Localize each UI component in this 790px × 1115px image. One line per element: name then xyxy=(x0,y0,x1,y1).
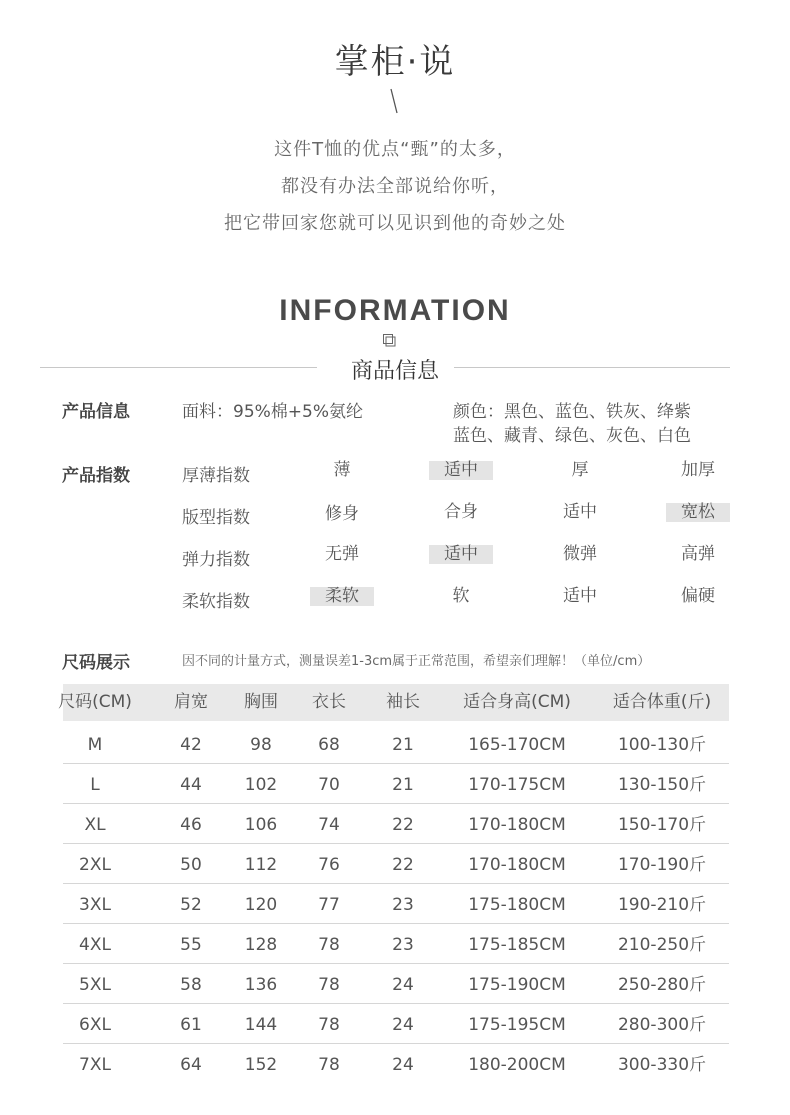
table-cell: 22 xyxy=(392,815,414,835)
table-cell: 165-170CM xyxy=(468,735,566,755)
table-row xyxy=(63,924,729,964)
index-name: 柔软指数 xyxy=(182,592,250,612)
index-name: 弹力指数 xyxy=(182,550,250,570)
table-cell: 52 xyxy=(180,895,202,915)
table-row xyxy=(63,884,729,924)
index-option: 偏硬 xyxy=(681,586,715,606)
index-option: 适中 xyxy=(563,502,597,522)
table-cell: 180-200CM xyxy=(468,1055,566,1075)
table-cell: 64 xyxy=(180,1055,202,1075)
table-cell: 61 xyxy=(180,1015,202,1035)
table-cell: 50 xyxy=(180,855,202,875)
intro-line-3: 把它带回家您就可以见识到他的奇妙之处 xyxy=(224,213,566,234)
table-cell: L xyxy=(90,775,100,795)
table-cell: 98 xyxy=(250,735,272,755)
table-cell: 128 xyxy=(244,935,278,955)
table-cell: 23 xyxy=(392,935,414,955)
table-cell: 21 xyxy=(392,735,414,755)
table-cell: 24 xyxy=(392,975,414,995)
table-cell: 44 xyxy=(180,775,202,795)
table-cell: 190-210斤 xyxy=(617,895,707,915)
index-option: 薄 xyxy=(333,460,351,480)
table-cell: 24 xyxy=(392,1055,414,1075)
table-cell: 74 xyxy=(318,815,340,835)
slash-divider xyxy=(390,88,398,114)
index-option: 高弹 xyxy=(681,544,715,564)
intro-line-2: 都没有办法全部说给你听， xyxy=(281,176,509,197)
table-row xyxy=(63,1044,729,1084)
table-cell: 170-180CM xyxy=(468,815,566,835)
table-cell: 22 xyxy=(392,855,414,875)
size-chart-label: 尺码展示 xyxy=(62,653,130,673)
information-heading: INFORMATION xyxy=(279,294,511,327)
table-cell: 78 xyxy=(318,1015,340,1035)
index-option-selected: 柔软 xyxy=(310,587,374,606)
table-cell: 175-185CM xyxy=(468,935,566,955)
table-cell: 21 xyxy=(392,775,414,795)
table-cell: 46 xyxy=(180,815,202,835)
table-cell: 120 xyxy=(244,895,278,915)
table-row xyxy=(63,724,729,764)
table-cell: 2XL xyxy=(79,855,111,875)
table-cell: 112 xyxy=(244,855,278,875)
table-cell: 150-170斤 xyxy=(617,815,707,835)
table-header-cell: 肩宽 xyxy=(174,692,208,712)
shopkeeper-title: 掌柜·说 xyxy=(334,42,456,82)
table-cell: 175-190CM xyxy=(468,975,566,995)
table-cell: 280-300斤 xyxy=(617,1015,707,1035)
table-cell: 106 xyxy=(244,815,278,835)
index-option: 无弹 xyxy=(325,544,359,564)
index-option: 合身 xyxy=(444,502,478,522)
index-option-selected: 宽松 xyxy=(666,503,730,522)
index-option: 微弹 xyxy=(563,544,597,564)
table-cell: 210-250斤 xyxy=(617,935,707,955)
table-cell: 144 xyxy=(244,1015,278,1035)
table-cell: 3XL xyxy=(79,895,111,915)
table-cell: 7XL xyxy=(79,1055,111,1075)
table-cell: 24 xyxy=(392,1015,414,1035)
table-header-cell: 适合身高(CM) xyxy=(463,692,571,712)
product-info-label: 产品信息 xyxy=(62,402,130,422)
table-cell: 5XL xyxy=(79,975,111,995)
table-cell: 4XL xyxy=(79,935,111,955)
square-icon xyxy=(382,333,396,347)
table-cell: XL xyxy=(84,815,106,835)
table-cell: 250-280斤 xyxy=(617,975,707,995)
table-header-cell: 适合体重(斤) xyxy=(612,692,712,712)
table-cell: 78 xyxy=(318,935,340,955)
index-option-selected: 适中 xyxy=(429,461,493,480)
intro-line-1: 这件T恤的优点“甄”的太多， xyxy=(274,139,516,160)
table-cell: 76 xyxy=(318,855,340,875)
table-cell: 100-130斤 xyxy=(617,735,707,755)
table-row xyxy=(63,844,729,884)
table-cell: 77 xyxy=(318,895,340,915)
table-cell: 170-190斤 xyxy=(617,855,707,875)
table-cell: 70 xyxy=(318,775,340,795)
index-option: 修身 xyxy=(325,504,359,524)
product-index-label: 产品指数 xyxy=(62,466,130,486)
table-cell: 23 xyxy=(392,895,414,915)
table-cell: 58 xyxy=(180,975,202,995)
table-cell: 78 xyxy=(318,975,340,995)
colors-line-1: 颜色：黑色、蓝色、铁灰、绛紫 xyxy=(453,402,691,422)
index-name: 版型指数 xyxy=(182,508,250,528)
table-cell: 136 xyxy=(244,975,278,995)
table-cell: 42 xyxy=(180,735,202,755)
table-cell: 102 xyxy=(244,775,278,795)
table-cell: M xyxy=(87,735,103,755)
index-option: 软 xyxy=(452,586,470,606)
table-header-cell: 衣长 xyxy=(312,692,346,712)
section-title: 商品信息 xyxy=(350,359,439,384)
index-option: 加厚 xyxy=(681,460,715,480)
table-cell: 152 xyxy=(244,1055,278,1075)
index-option: 厚 xyxy=(571,460,589,480)
index-option-selected: 适中 xyxy=(429,545,493,564)
table-row xyxy=(63,1004,729,1044)
table-cell: 170-175CM xyxy=(468,775,566,795)
table-cell: 300-330斤 xyxy=(617,1055,707,1075)
table-cell: 170-180CM xyxy=(468,855,566,875)
table-cell: 68 xyxy=(318,735,340,755)
table-cell: 175-195CM xyxy=(468,1015,566,1035)
table-row xyxy=(63,804,729,844)
colors-line-2: 蓝色、藏青、绿色、灰色、白色 xyxy=(453,426,691,446)
fabric-text: 面料：95%棉+5%氨纶 xyxy=(182,402,363,422)
table-cell: 6XL xyxy=(79,1015,111,1035)
size-chart-note: 因不同的计量方式，测量误差1-3cm属于正常范围，希望亲们理解！（单位/cm） xyxy=(182,654,651,669)
index-name: 厚薄指数 xyxy=(182,466,250,486)
table-cell: 55 xyxy=(180,935,202,955)
table-header-cell: 胸围 xyxy=(244,692,278,712)
table-row xyxy=(63,964,729,1004)
table-cell: 78 xyxy=(318,1055,340,1075)
table-row xyxy=(63,764,729,804)
table-header-cell: 尺码(CM) xyxy=(58,692,132,712)
table-cell: 175-180CM xyxy=(468,895,566,915)
table-header-cell: 袖长 xyxy=(386,692,420,712)
index-option: 适中 xyxy=(563,586,597,606)
table-cell: 130-150斤 xyxy=(617,775,707,795)
size-table-header xyxy=(58,684,729,721)
